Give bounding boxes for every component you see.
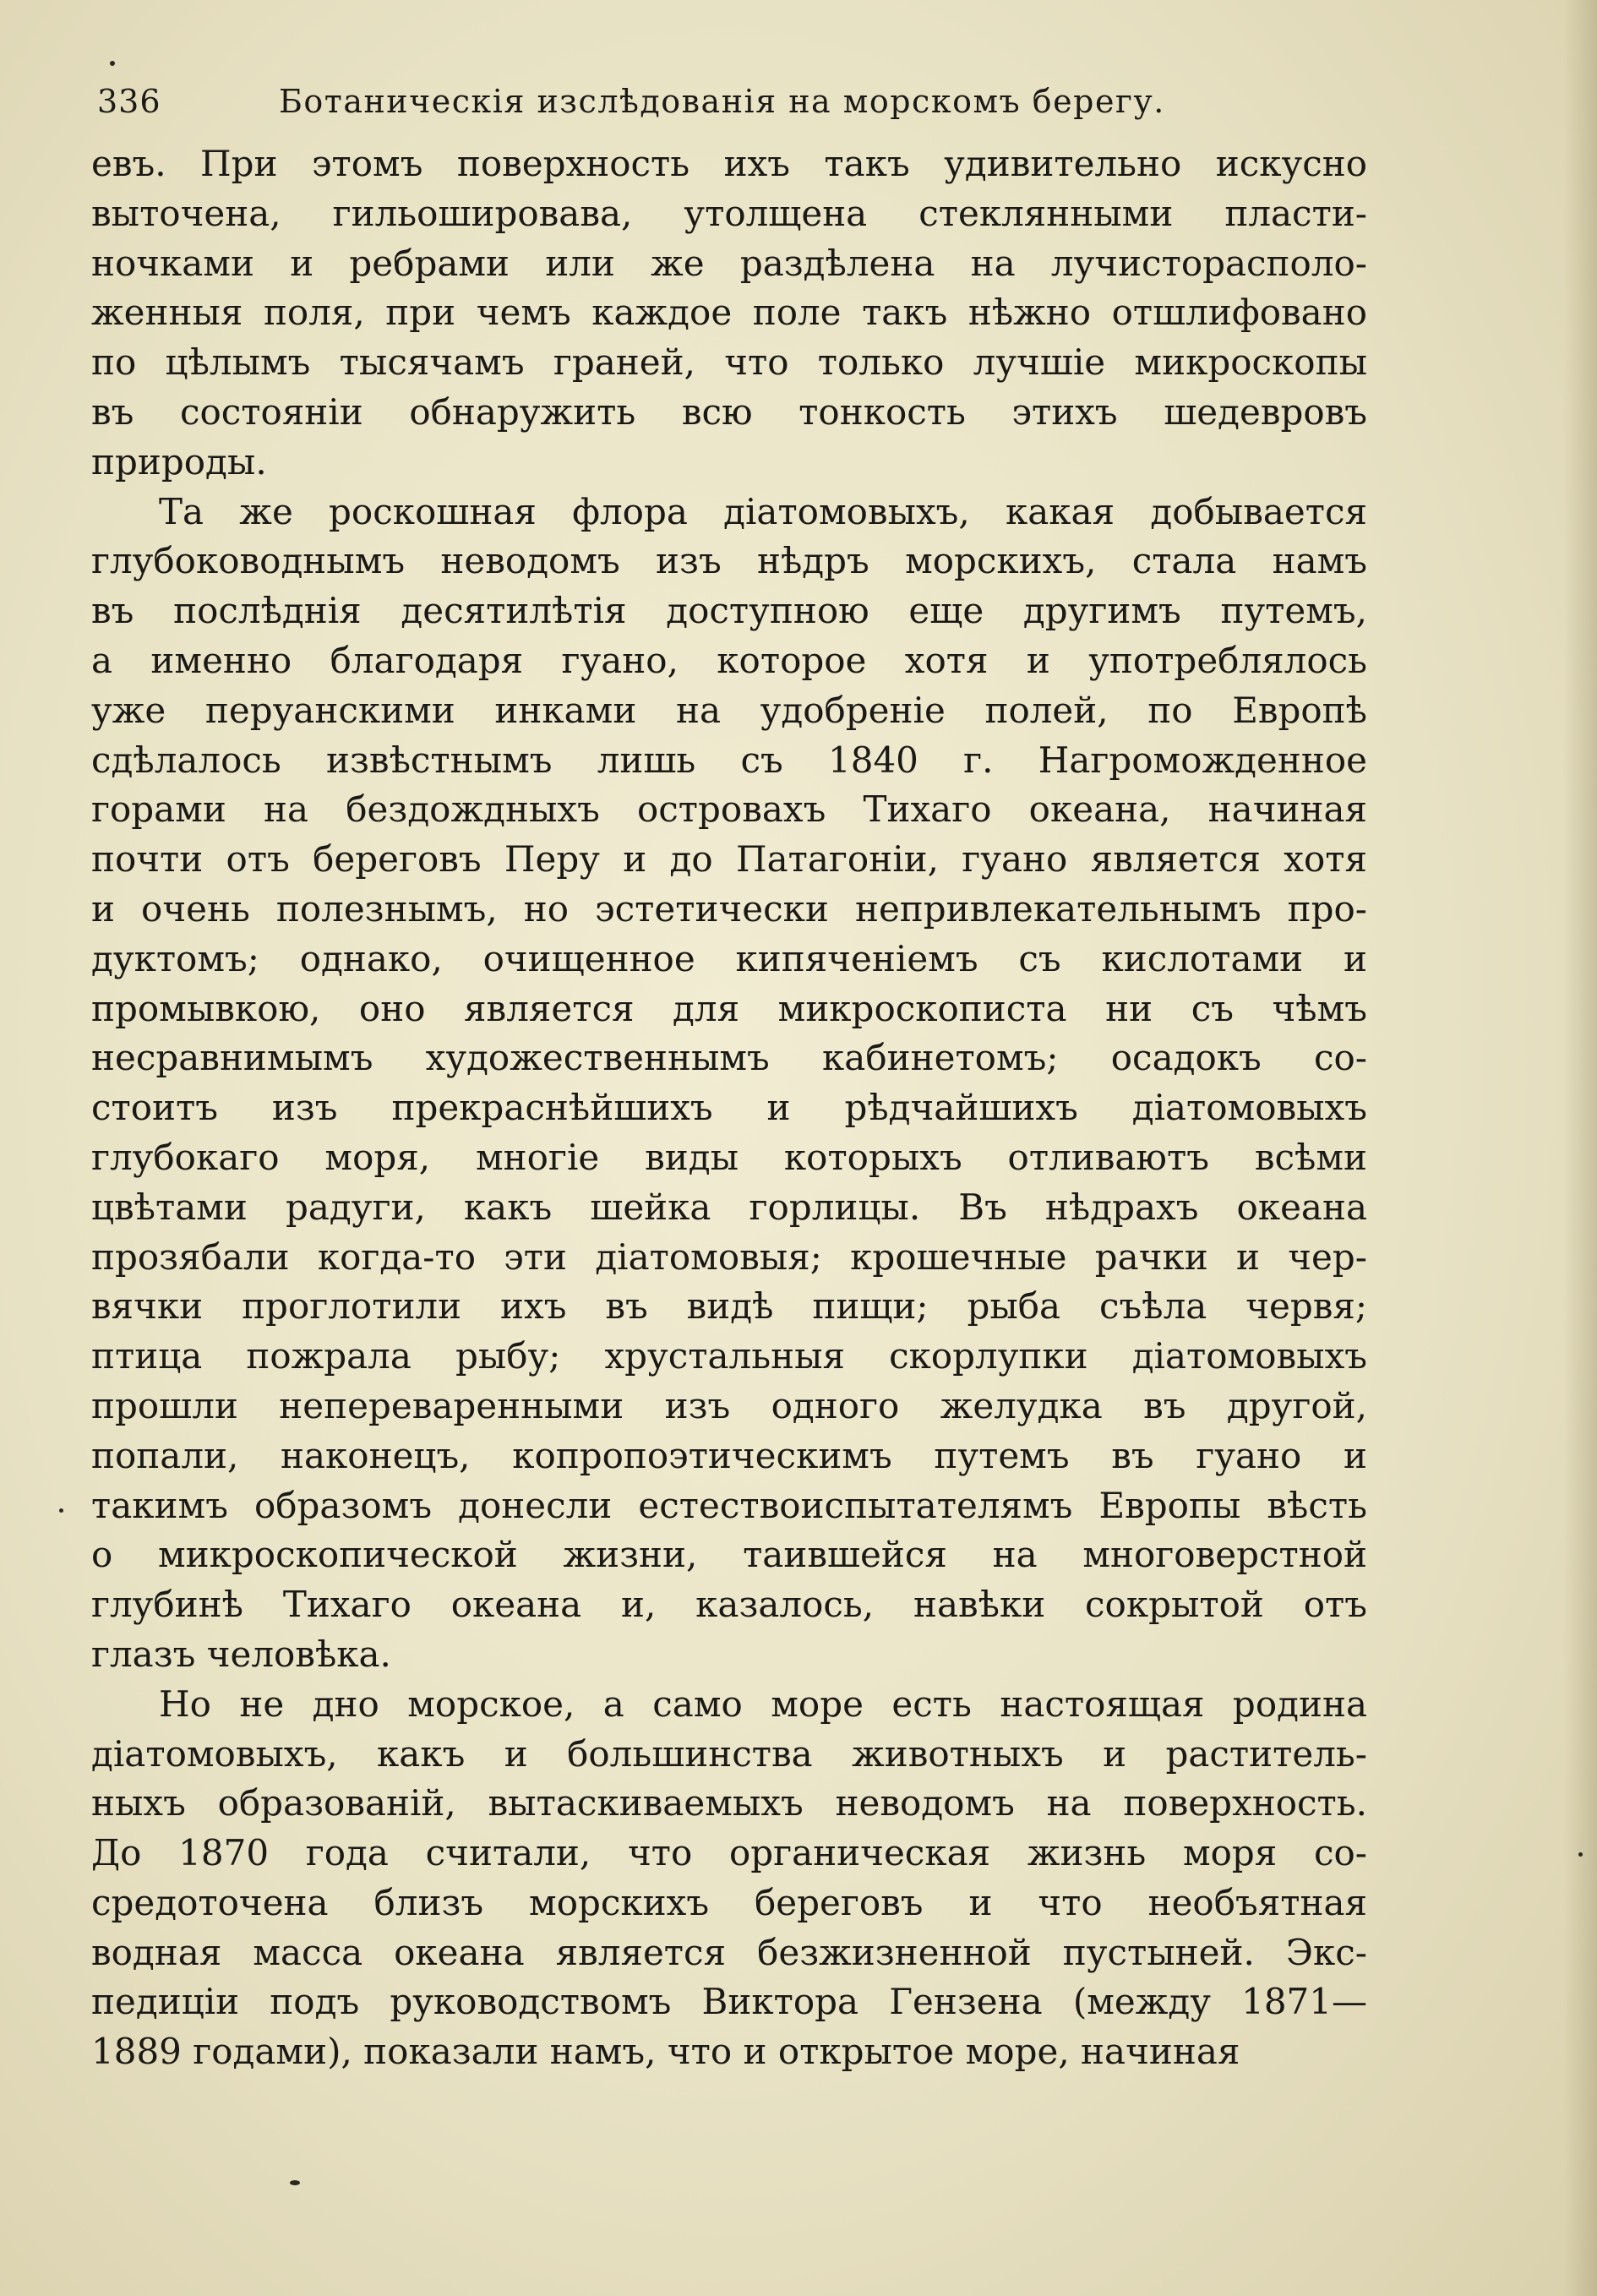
text-line: а именно благодаря гуано, которое хотя и употреблялось xyxy=(91,639,1367,681)
text-line: прошли непереваренными изъ одного желудка въ другой, xyxy=(91,1384,1367,1426)
page-header xyxy=(97,83,1365,134)
text-line: по цѣлымъ тысячамъ граней, что только лучшіе микроскопы xyxy=(91,341,1367,384)
text-line: 1889 годами), показали намъ, что и открытое море, начиная xyxy=(91,2031,1240,2073)
text-line: глубоководнымъ неводомъ изъ нѣдръ морскихъ, стала намъ xyxy=(91,540,1367,582)
text-line: о микроскопической жизни, таившейся на многоверстной xyxy=(91,1534,1367,1576)
text-line: глазъ человѣка. xyxy=(91,1633,391,1675)
text-line: почти отъ береговъ Перу и до Патагоніи, гуано является хотя xyxy=(91,838,1367,881)
text-line: глубинѣ Тихаго океана и, казалось, навѣки сокрытой отъ xyxy=(91,1584,1367,1626)
text-line: ныхъ образованій, вытаскиваемыхъ неводомъ на поверхность. xyxy=(91,1782,1367,1824)
text-line: До 1870 года считали, что органическая жизнь моря со- xyxy=(91,1832,1367,1874)
text-line: птица пожрала рыбу; хрустальныя скорлупки діатомовыхъ xyxy=(91,1335,1367,1377)
text-line: уже перуанскими инками на удобреніе полей, по Европѣ xyxy=(91,689,1367,731)
text-line: Но не дно морское, а само море есть настоящая родина xyxy=(159,1682,1367,1725)
text-line: глубокаго моря, многіе виды которыхъ отливаютъ всѣми xyxy=(91,1136,1367,1178)
text-line: дуктомъ; однако, очищенное кипяченіемъ съ кислотами и xyxy=(91,937,1367,979)
text-line: въ состояніи обнаружить всю тонкость этихъ шедевровъ xyxy=(91,390,1367,433)
text-line: сдѣлалось извѣстнымъ лишь съ 1840 г. Нагроможденное xyxy=(91,739,1367,781)
ink-speck xyxy=(110,61,115,66)
text-line: и очень полезнымъ, но эстетически непривлекательнымъ про- xyxy=(91,887,1367,930)
body-text xyxy=(91,139,1367,2077)
text-line: такимъ образомъ донесли естествоиспытателямъ Европы вѣсть xyxy=(91,1484,1367,1526)
text-line: педиціи подъ руководствомъ Виктора Гензена (между 1871— xyxy=(91,1981,1367,2023)
text-line: вячки проглотили ихъ въ видѣ пищи; рыба съѣла червя; xyxy=(91,1285,1367,1328)
text-line: женныя поля, при чемъ каждое поле такъ нѣжно отшлифовано xyxy=(91,292,1367,334)
running-head: Ботаническія изслѣдованія на морскомъ берегу. xyxy=(279,83,1165,120)
text-line: водная масса океана является безжизненной пустыней. Экс- xyxy=(91,1931,1367,1973)
text-line: выточена, гильошировава, утолщена стеклянными пласти- xyxy=(91,192,1367,234)
text-line: попали, наконецъ, копропоэтическимъ путемъ въ гуано и xyxy=(91,1434,1367,1476)
ink-speck xyxy=(59,1508,63,1513)
text-line: горами на бездождныхъ островахъ Тихаго океана, начиная xyxy=(91,788,1367,831)
text-line: прозябали когда-то эти діатомовыя; крошечные рачки и чер- xyxy=(91,1235,1367,1278)
text-line: Та же роскошная флора діатомовыхъ, какая добывается xyxy=(159,490,1367,532)
text-line: стоитъ изъ прекраснѣйшихъ и рѣдчайшихъ діатомовыхъ xyxy=(91,1087,1367,1129)
text-line: ночками и ребрами или же раздѣлена на лучистораспoло- xyxy=(91,242,1367,284)
text-line: природы. xyxy=(91,440,267,483)
page-number: 336 xyxy=(97,83,161,120)
page-edge-shadow xyxy=(1563,0,1597,2296)
text-line: промывкою, оно является для микроскописта ни съ чѣмъ xyxy=(91,987,1367,1029)
ink-speck xyxy=(1578,1852,1583,1857)
text-line: цвѣтами радуги, какъ шейка горлицы. Въ нѣдрахъ океана xyxy=(91,1186,1367,1228)
text-line: въ послѣднія десятилѣтія доступною еще другимъ путемъ, xyxy=(91,590,1367,632)
text-line: несравнимымъ художественнымъ кабинетомъ; осадокъ со- xyxy=(91,1037,1367,1079)
ink-speck xyxy=(290,2180,300,2185)
text-line: діатомовыхъ, какъ и большинства животныхъ и раститель- xyxy=(91,1732,1367,1775)
text-line: евъ. При этомъ поверхность ихъ такъ удивительно искусно xyxy=(91,143,1367,184)
text-line: средоточена близъ морскихъ береговъ и что необъятная xyxy=(91,1881,1367,1923)
